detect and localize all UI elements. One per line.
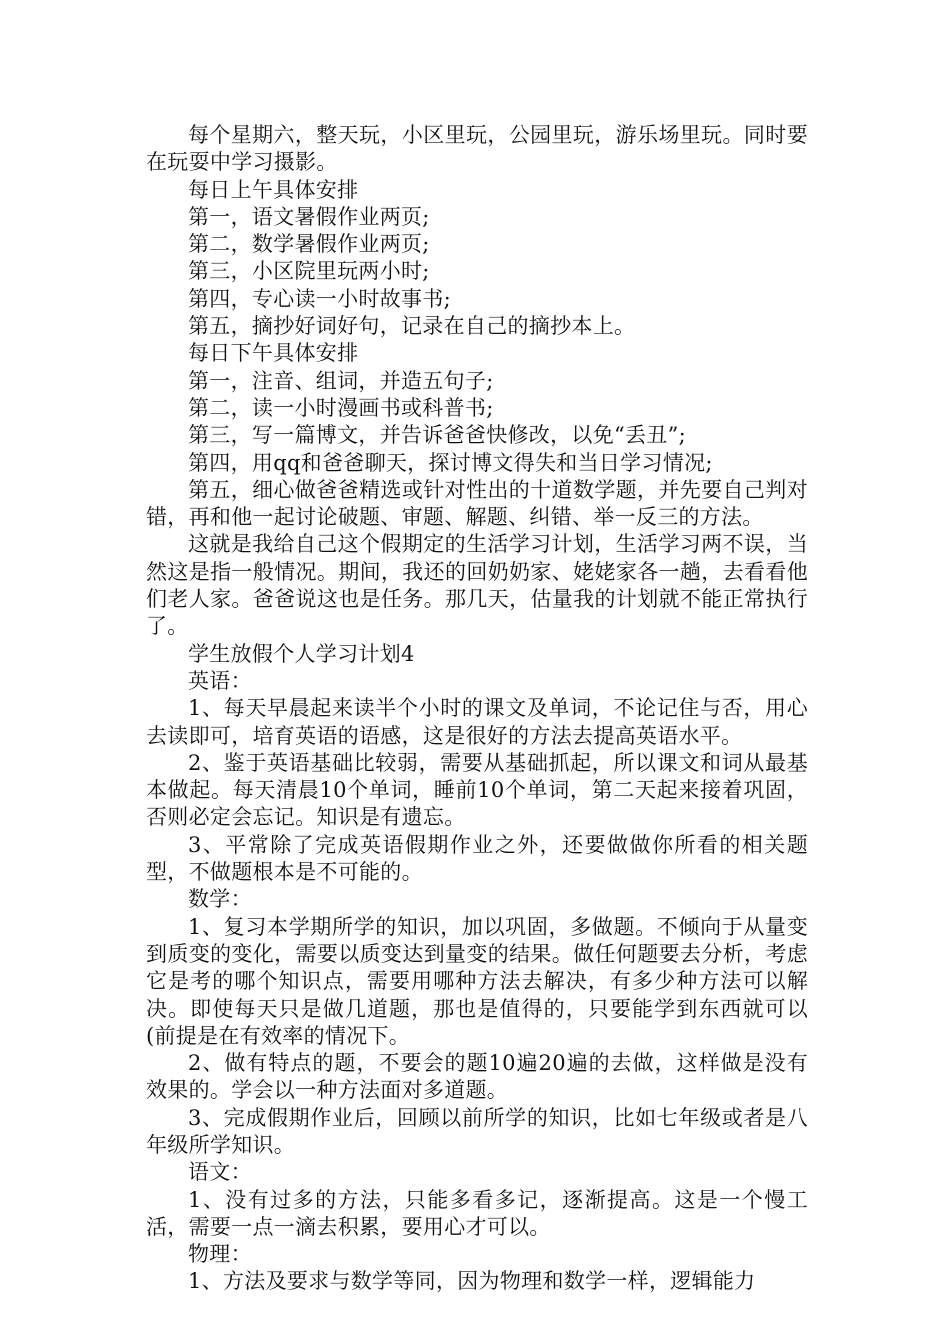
paragraph: 2、鉴于英语基础比较弱，需要从基础抓起，所以课文和词从最基本做起。每天清晨10个单词，睡前10个单词，第二天起来接着巩固，否则必定会忘记。知识是有遗忘。 [146, 750, 808, 830]
section-heading: 学生放假个人学习计划4 [188, 641, 415, 666]
subject-heading: 物理： [188, 1242, 252, 1267]
paragraph: 每日下午具体安排 [188, 341, 359, 366]
paragraph: 第四，专心读一小时故事书; [188, 286, 451, 311]
paragraph: 第二，读一小时漫画书或科普书; [188, 395, 494, 420]
paragraph: 第三，写一篇博文，并告诉爸爸快修改，以免“丢丑”; [188, 423, 687, 448]
subject-heading: 数学： [188, 887, 252, 912]
paragraph: 1、方法及要求与数学等同，因为物理和数学一样，逻辑能力 [188, 1269, 756, 1294]
paragraph: 第一，语文暑假作业两页; [188, 204, 430, 229]
paragraph: 这就是我给自己这个假期定的生活学习计划，生活学习两不误，当然这是指一般情况。期间，我还的回奶奶家、姥姥家各一趟，去看看他们老人家。爸爸说这也是任务。那几天，估量我的计划就不能正常执行了。 [146, 532, 808, 639]
paragraph: 每日上午具体安排 [188, 177, 359, 202]
paragraph: 第二，数学暑假作业两页; [188, 232, 430, 257]
paragraph: 1、复习本学期所学的知识，加以巩固，多做题。不倾向于从量变到质变的变化，需要以质变达到量变的结果。做任何题要去分析，考虑它是考的哪个知识点，需要用哪种方法去解决，有多少种方法可以解决。即使每天只是做几道题，那也是值得的，只要能学到东西就可以(前提是在有效率的情况下。 [146, 914, 808, 1048]
paragraph: 1、每天早晨起来读半个小时的课文及单词，不论记住与否，用心去读即可，培育英语的语感，这是很好的方法去提高英语水平。 [146, 696, 808, 748]
paragraph: 3、完成假期作业后，回顾以前所学的知识，比如七年级或者是八年级所学知识。 [146, 1105, 808, 1157]
subject-heading: 语文： [188, 1160, 252, 1185]
paragraph: 第三，小区院里玩两小时; [188, 259, 430, 284]
paragraph: 2、做有特点的题，不要会的题10遍20遍的去做，这样做是没有效果的。学会以一种方法面对多道题。 [146, 1051, 808, 1103]
paragraph: 第五，细心做爸爸精选或针对性出的十道数学题，并先要自己判对错，再和他一起讨论破题、审题、解题、纠错、举一反三的方法。 [146, 477, 808, 530]
paragraph: 3、平常除了完成英语假期作业之外，还要做做你所看的相关题型，不做题根本是不可能的。 [146, 832, 808, 885]
document-body [146, 122, 808, 1296]
paragraph: 1、没有过多的方法，只能多看多记，逐渐提高。这是一个慢工活，需要一点一滴去积累，要用心才可以。 [146, 1187, 808, 1239]
paragraph: 每个星期六，整天玩，小区里玩，公园里玩，游乐场里玩。同时要在玩耍中学习摄影。 [146, 123, 808, 175]
paragraph: 第四，用qq和爸爸聊天，探讨博文得失和当日学习情况; [188, 450, 713, 475]
paragraph: 第五，摘抄好词好句，记录在自己的摘抄本上。 [188, 314, 636, 339]
paragraph: 第一，注音、组词，并造五句子; [188, 368, 494, 393]
subject-heading: 英语： [188, 668, 252, 693]
